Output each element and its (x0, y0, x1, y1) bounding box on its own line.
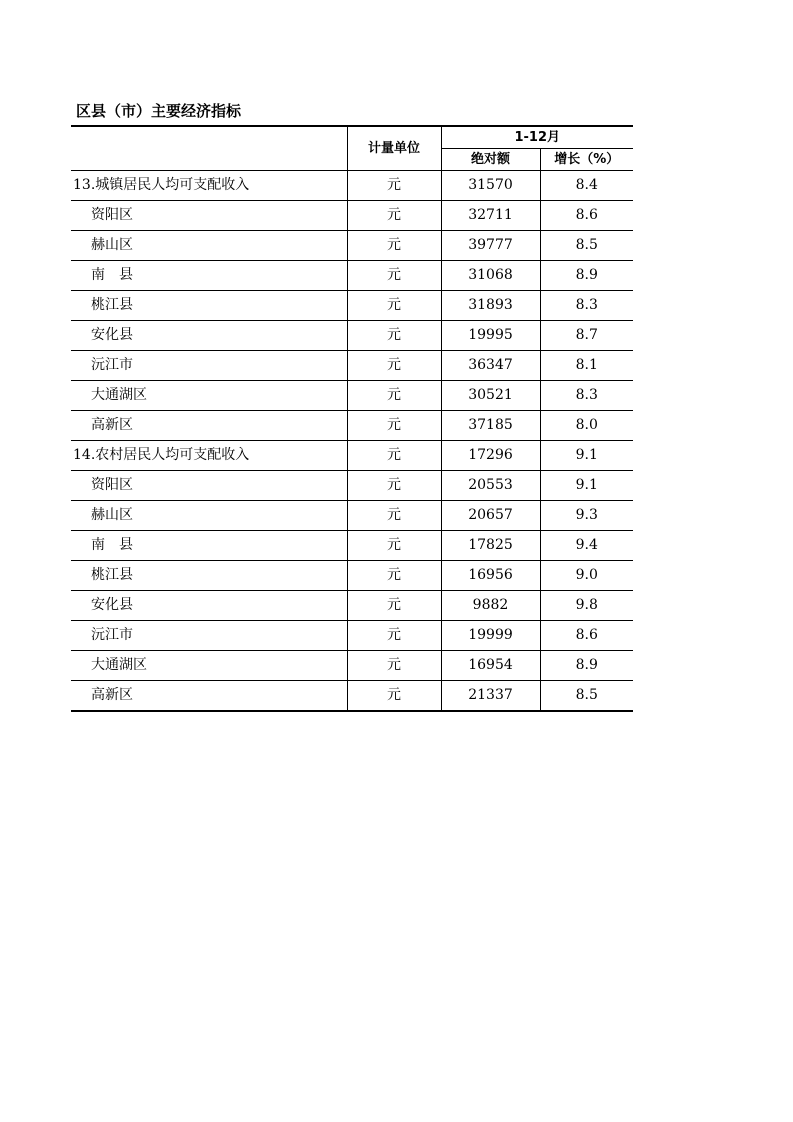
row-indicator-name: 资阳区 (71, 471, 347, 501)
row-indicator-name: 安化县 (71, 321, 347, 351)
row-absolute-amount: 16956 (441, 561, 540, 591)
row-indicator-name: 桃江县 (71, 291, 347, 321)
row-growth: 9.1 (540, 471, 633, 501)
row-growth: 8.1 (540, 351, 633, 381)
page-title: 区县（市）主要经济指标 (76, 102, 242, 120)
header-unit: 计量单位 (347, 126, 441, 171)
table-row (71, 171, 633, 201)
row-growth: 8.7 (540, 321, 633, 351)
table-row (71, 381, 633, 411)
row-absolute-amount: 37185 (441, 411, 540, 441)
table-header (71, 126, 633, 171)
row-absolute-amount: 20553 (441, 471, 540, 501)
table-row (71, 351, 633, 381)
row-growth: 8.4 (540, 171, 633, 201)
table-row (71, 501, 633, 531)
row-growth: 9.4 (540, 531, 633, 561)
row-absolute-amount: 30521 (441, 381, 540, 411)
row-absolute-amount: 19995 (441, 321, 540, 351)
indicator-table (71, 125, 633, 712)
row-absolute-amount: 31570 (441, 171, 540, 201)
row-growth: 9.0 (540, 561, 633, 591)
row-unit: 元 (347, 471, 441, 501)
row-absolute-amount: 21337 (441, 681, 540, 712)
row-indicator-name: 桃江县 (71, 561, 347, 591)
row-unit: 元 (347, 351, 441, 381)
row-unit: 元 (347, 591, 441, 621)
row-unit: 元 (347, 531, 441, 561)
row-unit: 元 (347, 171, 441, 201)
row-absolute-amount: 36347 (441, 351, 540, 381)
header-indicator (71, 126, 347, 171)
row-growth: 9.8 (540, 591, 633, 621)
row-absolute-amount: 32711 (441, 201, 540, 231)
row-growth: 8.9 (540, 261, 633, 291)
row-unit: 元 (347, 261, 441, 291)
row-unit: 元 (347, 441, 441, 471)
row-absolute-amount: 17825 (441, 531, 540, 561)
row-unit: 元 (347, 411, 441, 441)
row-indicator-name: 资阳区 (71, 201, 347, 231)
row-growth: 8.3 (540, 291, 633, 321)
table-row (71, 411, 633, 441)
row-absolute-amount: 20657 (441, 501, 540, 531)
header-growth: 增长（%） (540, 149, 633, 171)
row-unit: 元 (347, 561, 441, 591)
row-unit: 元 (347, 291, 441, 321)
table-body (71, 171, 633, 712)
row-unit: 元 (347, 201, 441, 231)
row-indicator-name: 南 县 (71, 531, 347, 561)
table-row (71, 591, 633, 621)
header-absolute-amount: 绝对额 (441, 149, 540, 171)
row-indicator-name: 高新区 (71, 681, 347, 712)
row-indicator-name: 赫山区 (71, 501, 347, 531)
table-row (71, 201, 633, 231)
row-indicator-name: 14.农村居民人均可支配收入 (71, 441, 347, 471)
table-row (71, 321, 633, 351)
row-absolute-amount: 31893 (441, 291, 540, 321)
table-row (71, 621, 633, 651)
table-row (71, 681, 633, 712)
row-unit: 元 (347, 231, 441, 261)
row-unit: 元 (347, 651, 441, 681)
row-absolute-amount: 31068 (441, 261, 540, 291)
row-absolute-amount: 9882 (441, 591, 540, 621)
table-row (71, 261, 633, 291)
row-growth: 8.0 (540, 411, 633, 441)
row-growth: 8.9 (540, 651, 633, 681)
row-unit: 元 (347, 381, 441, 411)
row-unit: 元 (347, 681, 441, 712)
row-absolute-amount: 16954 (441, 651, 540, 681)
row-indicator-name: 南 县 (71, 261, 347, 291)
row-growth: 8.5 (540, 231, 633, 261)
table-row (71, 531, 633, 561)
row-growth: 8.6 (540, 621, 633, 651)
header-period: 1-12月 (441, 126, 633, 149)
row-growth: 9.1 (540, 441, 633, 471)
table-row (71, 441, 633, 471)
row-indicator-name: 大通湖区 (71, 381, 347, 411)
row-unit: 元 (347, 501, 441, 531)
row-growth: 8.6 (540, 201, 633, 231)
row-absolute-amount: 39777 (441, 231, 540, 261)
row-growth: 8.3 (540, 381, 633, 411)
table-row (71, 651, 633, 681)
row-indicator-name: 赫山区 (71, 231, 347, 261)
header-row-1 (71, 126, 633, 149)
table-row (71, 231, 633, 261)
row-absolute-amount: 17296 (441, 441, 540, 471)
row-indicator-name: 高新区 (71, 411, 347, 441)
table-row (71, 291, 633, 321)
row-unit: 元 (347, 321, 441, 351)
row-unit: 元 (347, 621, 441, 651)
row-indicator-name: 安化县 (71, 591, 347, 621)
row-indicator-name: 沅江市 (71, 351, 347, 381)
table-row (71, 471, 633, 501)
table-row (71, 561, 633, 591)
row-indicator-name: 沅江市 (71, 621, 347, 651)
row-growth: 9.3 (540, 501, 633, 531)
row-growth: 8.5 (540, 681, 633, 712)
row-indicator-name: 大通湖区 (71, 651, 347, 681)
row-indicator-name: 13.城镇居民人均可支配收入 (71, 171, 347, 201)
row-absolute-amount: 19999 (441, 621, 540, 651)
